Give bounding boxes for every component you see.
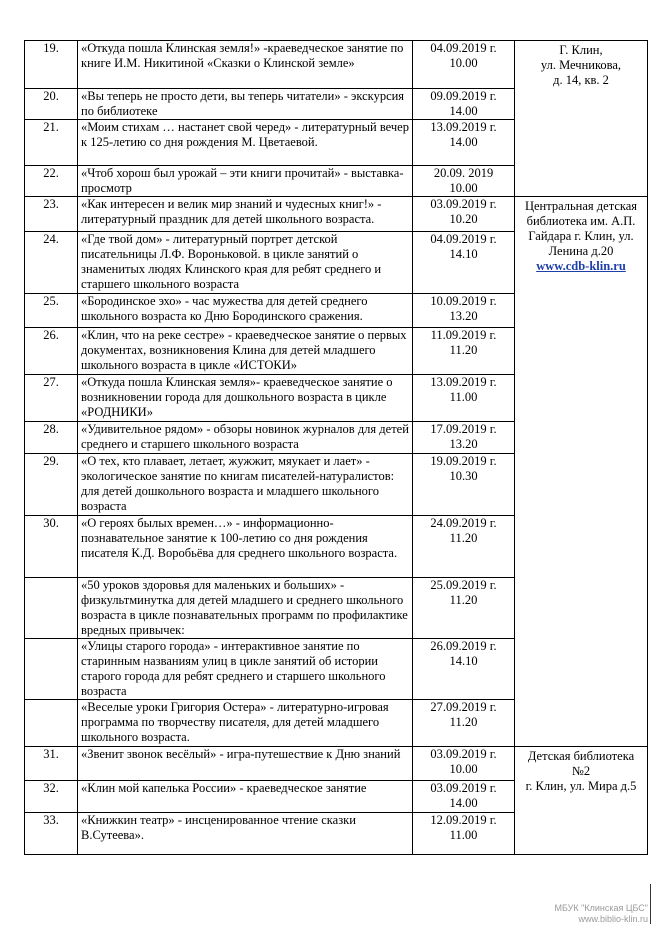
event-datetime xyxy=(413,375,515,422)
watermark xyxy=(554,903,648,925)
row-number xyxy=(25,700,78,747)
event-datetime xyxy=(413,328,515,375)
row-number: 30. xyxy=(25,516,78,578)
event-datetime xyxy=(413,516,515,578)
event-location xyxy=(515,747,648,855)
event-time: 14.00 xyxy=(449,104,478,118)
event-time: 11.20 xyxy=(449,343,478,357)
event-datetime xyxy=(413,166,515,197)
table-row xyxy=(25,197,648,232)
event-datetime xyxy=(413,232,515,294)
event-date: 19.09.2019 г. xyxy=(430,454,497,468)
event-date: 09.09.2019 г. xyxy=(430,89,497,103)
watermark-org: МБУК "Клинская ЦБС" xyxy=(554,903,648,913)
event-date: 25.09.2019 г. xyxy=(430,578,497,592)
event-date: 03.09.2019 г. xyxy=(430,781,497,795)
event-date: 11.09.2019 г. xyxy=(430,328,497,342)
event-description: «Улицы старого города» - интерактивное занятие по старинным названиям улиц в цикле занятий об истории старого города для ребят среднего и старшего школьного возраста xyxy=(78,639,413,700)
event-description: «Откуда пошла Клинская земля!» -краеведческое занятие по книге И.М. Никитиной «Сказки о Клинской земле» xyxy=(78,41,413,89)
event-time: 11.20 xyxy=(449,531,478,545)
event-time: 13.20 xyxy=(449,309,478,323)
event-time: 10.00 xyxy=(449,762,478,776)
event-datetime xyxy=(413,120,515,166)
event-datetime xyxy=(413,747,515,781)
event-time: 13.20 xyxy=(449,437,478,451)
event-time: 11.20 xyxy=(449,715,478,729)
event-description: «50 уроков здоровья для маленьких и больших» - физкультминутка для детей младшего и среднего школьного возраста в цикле познавательных программ по профилактике вредных привычек: xyxy=(78,578,413,639)
event-description: «Откуда пошла Клинская земля»- краеведческое занятие о возникновении города для дошкольного возраста в цикле «РОДНИКИ» xyxy=(78,375,413,422)
event-date: 03.09.2019 г. xyxy=(430,747,497,761)
event-date: 24.09.2019 г. xyxy=(430,516,497,530)
event-datetime xyxy=(413,294,515,328)
event-datetime xyxy=(413,41,515,89)
event-description: «Как интересен и велик мир знаний и чудесных книг!» - литературный праздник для детей школьного возраста. xyxy=(78,197,413,232)
row-number xyxy=(25,639,78,700)
event-time: 10.20 xyxy=(449,212,478,226)
event-description: «Книжкин театр» - инсценированное чтение сказки В.Сутеева». xyxy=(78,813,413,855)
event-datetime xyxy=(413,813,515,855)
event-date: 04.09.2019 г. xyxy=(430,232,497,246)
row-number xyxy=(25,578,78,639)
event-date: 20.09. 2019 xyxy=(433,166,494,180)
event-description: «Моим стихам … настанет свой черед» - литературный вечер к 125-летию со дня рождения М. Цветаевой. xyxy=(78,120,413,166)
events-table xyxy=(24,40,648,855)
row-number: 22. xyxy=(25,166,78,197)
row-number: 33. xyxy=(25,813,78,855)
table-row xyxy=(25,41,648,89)
event-description: «О героях былых времен…» - информационно-познавательное занятие к 100-летию со дня рождения писателя К.Д. Воробьёва для среднего школьного возраста. xyxy=(78,516,413,578)
row-number: 26. xyxy=(25,328,78,375)
event-description: «Клин мой капелька России» - краеведческое занятие xyxy=(78,781,413,813)
event-datetime xyxy=(413,700,515,747)
library-website-link[interactable]: www.cdb-klin.ru xyxy=(536,259,626,273)
row-number: 28. xyxy=(25,422,78,454)
event-time: 11.20 xyxy=(449,593,478,607)
event-datetime xyxy=(413,781,515,813)
row-number: 23. xyxy=(25,197,78,232)
event-time: 14.00 xyxy=(449,135,478,149)
row-number: 24. xyxy=(25,232,78,294)
watermark-site: www.biblio-klin.ru xyxy=(578,914,648,924)
row-number: 25. xyxy=(25,294,78,328)
event-date: 13.09.2019 г. xyxy=(430,375,497,389)
location-line: ул. Мечникова, xyxy=(540,58,622,72)
event-datetime xyxy=(413,454,515,516)
event-date: 12.09.2019 г. xyxy=(430,813,497,827)
event-time: 10.30 xyxy=(449,469,478,483)
location-line: Г. Клин, xyxy=(559,43,603,57)
event-description: «Звенит звонок весёлый» - игра-путешествие к Дню знаний xyxy=(78,747,413,781)
event-description: «Где твой дом» - литературный портрет детской писательницы Л.Ф. Вороньковой. в цикле занятий о знаменитых людях Клинского края для ребят среднего и старшего школьного возраста xyxy=(78,232,413,294)
location-line: Центральная детская библиотека им. А.П. Гайдара г. Клин, ул. Ленина д.20 xyxy=(524,199,638,258)
event-location xyxy=(515,197,648,747)
event-description: «Веселые уроки Григория Остера» - литературно-игровая программа по творчеству писателя, для детей младшего школьного возраста. xyxy=(78,700,413,747)
events-table-body xyxy=(25,41,648,855)
row-number: 32. xyxy=(25,781,78,813)
event-description: «Вы теперь не просто дети, вы теперь читатели» - экскурсия по библиотеке xyxy=(78,89,413,120)
row-number: 21. xyxy=(25,120,78,166)
row-number: 27. xyxy=(25,375,78,422)
event-description: «Бородинское эхо» - час мужества для детей среднего школьного возраста ко Дню Бородинского сражения. xyxy=(78,294,413,328)
event-datetime xyxy=(413,89,515,120)
event-date: 03.09.2019 г. xyxy=(430,197,497,211)
event-time: 11.00 xyxy=(449,390,478,404)
location-line: д. 14, кв. 2 xyxy=(553,73,609,87)
event-description: «Удивительное рядом» - обзоры новинок журналов для детей среднего и старшего школьного возраста xyxy=(78,422,413,454)
event-time: 14.00 xyxy=(449,796,478,810)
location-line: г. Клин, ул. Мира д.5 xyxy=(525,779,637,793)
event-date: 27.09.2019 г. xyxy=(430,700,497,714)
event-date: 13.09.2019 г. xyxy=(430,120,497,134)
event-datetime xyxy=(413,578,515,639)
event-date: 04.09.2019 г. xyxy=(430,41,497,55)
edge-divider xyxy=(650,884,651,924)
event-time: 10.00 xyxy=(449,181,478,195)
row-number: 29. xyxy=(25,454,78,516)
event-datetime xyxy=(413,422,515,454)
event-datetime xyxy=(413,639,515,700)
row-number: 19. xyxy=(25,41,78,89)
event-date: 10.09.2019 г. xyxy=(430,294,497,308)
event-location xyxy=(515,41,648,197)
table-row xyxy=(25,747,648,781)
event-time: 10.00 xyxy=(449,56,478,70)
event-time: 11.00 xyxy=(449,828,478,842)
event-description: «Чтоб хорош был урожай – эти книги прочитай» - выставка-просмотр xyxy=(78,166,413,197)
event-time: 14.10 xyxy=(449,247,478,261)
event-datetime xyxy=(413,197,515,232)
location-line: Детская библиотека №2 xyxy=(527,749,635,778)
row-number: 31. xyxy=(25,747,78,781)
event-description: «Клин, что на реке сестре» - краеведческое занятие о первых документах, возникновения Клина для детей младшего школьного возраста в цикле «ИСТОКИ» xyxy=(78,328,413,375)
event-date: 26.09.2019 г. xyxy=(430,639,497,653)
event-time: 14.10 xyxy=(449,654,478,668)
row-number: 20. xyxy=(25,89,78,120)
event-date: 17.09.2019 г. xyxy=(430,422,497,436)
event-description: «О тех, кто плавает, летает, жужжит, мяукает и лает» - экологическое занятие по книгам писателей-натуралистов: для детей дошкольного возраста и младшего школьного возраста xyxy=(78,454,413,516)
